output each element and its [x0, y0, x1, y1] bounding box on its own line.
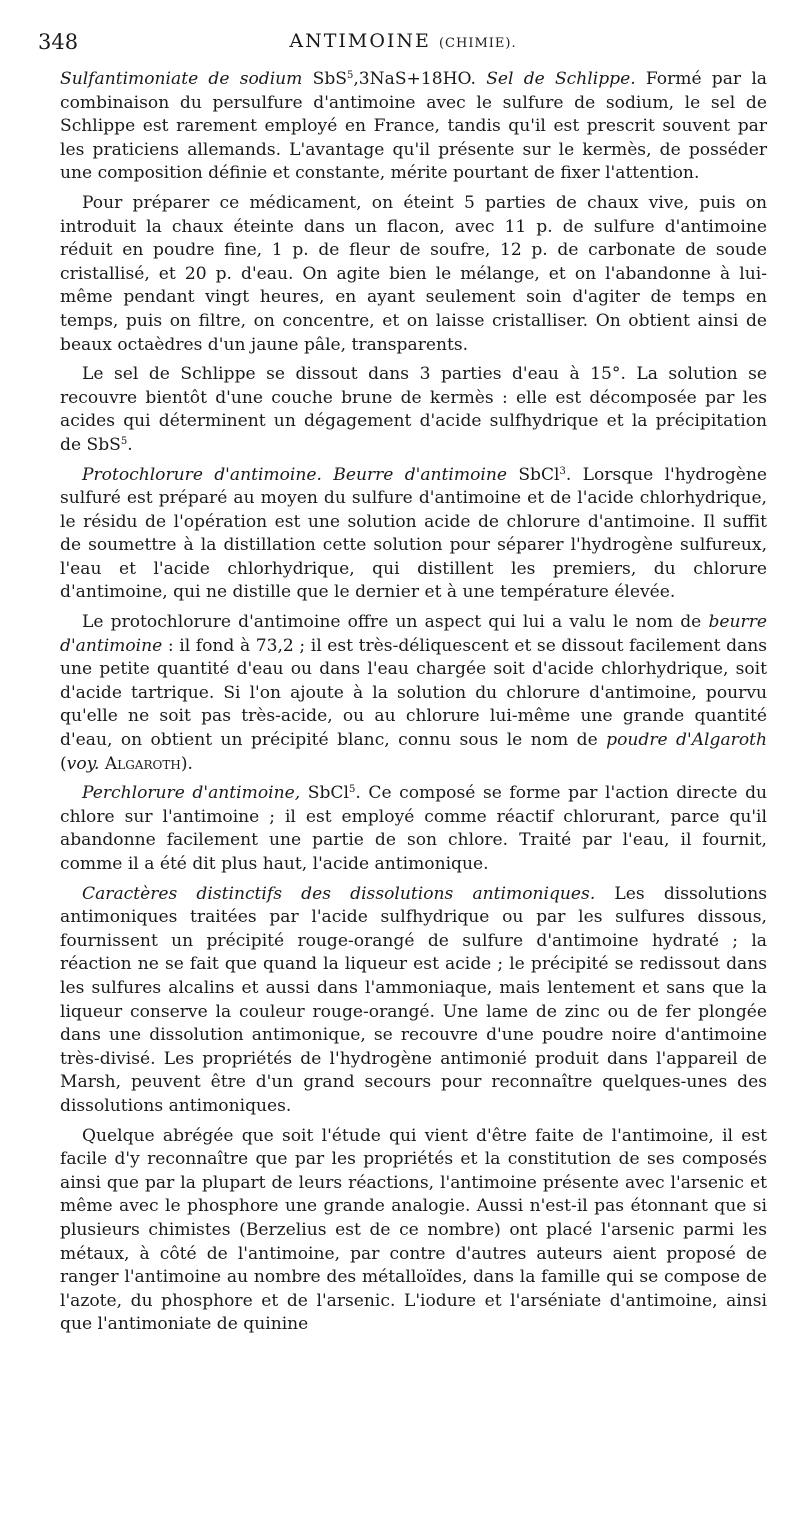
running-head-title: ANTIMOINE — [289, 30, 431, 52]
page-header — [38, 30, 768, 60]
entry-term: Protochlorure d'antimoine. — [82, 464, 322, 485]
cross-reference-label: voy. — [66, 753, 100, 774]
chemical-formula: SbCl$^3$ — [518, 464, 566, 485]
formula-superscript: 5 — [120, 435, 128, 447]
paragraph-text: Quelque abrégée que soit l'étude qui vient d'être faite de l'antimoine, il est facile d'y reconnaître que par les propriétés et la constitution de ses composés ainsi que par la plupart de leurs réactions, l'antimoine présente avec l'arsenic et même avec le phosphore une grande analogie. Aussi n'est-il pas étonnant que si plusieurs chimistes (Berzelius est de ce nombre) ont placé l'arsenic parmi les métaux, à côté de l'antimoine, par contre d'autres auteurs aient proposé de ranger l'antimoine au nombre des métalloïdes, dans la famille qui se compose de l'azote, du phosphore et de l'arsenic. L'iodure et l'arséniate d'antimoine, ainsi que l'antimoniate de quinine — [60, 1125, 767, 1335]
cross-reference: Algaroth — [104, 753, 181, 774]
paragraph-solubility: Le sel de Schlippe se dissout dans 3 parties d'eau à 15°. La solution se recouvre bientôt d'une couche brune de kermès : elle est décomposée par les acides qui déterminent un dégagement d'acide sulfhydrique et la précipitation de SbS$^5$. — [60, 364, 767, 455]
paragraph-text: Pour préparer ce médicament, on éteint 5 parties de chaux vive, puis on introduit la chaux éteinte dans un flacon, avec 11 p. de sulfure d'antimoine réduit en poudre fine, 1 p. de fleur de soufre, 12 p. de carbonate de soude cristallisé, et 20 p. d'eau. On agite bien le mélange, et on l'abandonne à lui-même pendant vingt heures, en ayant seulement soin d'agiter de temps en temps, puis on filtre, on concentre, et on laisse cristalliser. On obtient ainsi de beaux octaèdres d'un jaune pâle, transparents. — [60, 192, 767, 355]
entry-term: Perchlorure d'antimoine, — [82, 783, 301, 804]
document-body — [60, 68, 767, 1343]
paragraph-beurre: Le protochlorure d'antimoine offre un aspect qui lui a valu le nom de beurre d'antimoine : il fond à 73,2 ; il est très-déliquescent et se dissout facilement dans une petite quantité d'eau ou dans l'eau chargée soit d'acide chlorhydrique, soit d'acide tartrique. Si l'on ajoute à la solution du chlorure d'antimoine, pourvu qu'elle ne soit pas très-acide, ou au chlorure lui-même une grande quantité d'eau, on obtient un précipité blanc, connu sous le nom de poudre d'Algaroth (voy. Algaroth). — [60, 612, 767, 774]
page-number: 348 — [38, 30, 79, 54]
paragraph-text: Formé par la combinaison du persulfure d'antimoine avec le sulfure de sodium, le sel de Schlippe est rarement employé en France, tandis qu'il est prescrit souvent par les praticiens allemands. L'avantage qu'il présente sur le kermès, de posséder une composition définie et constante, mérite pourtant de fixer l'attention. — [60, 69, 767, 184]
paragraph-conclusion — [60, 1125, 767, 1337]
chemical-formula: SbCl$^5$ — [307, 783, 356, 804]
paragraph-sulfantimoniate — [60, 68, 767, 186]
paragraph-protochlorure — [60, 464, 767, 606]
entry-term: Caractères distinctifs des dissolutions antimoniques. — [82, 883, 596, 904]
entry-alt-name: Sel de Schlippe. — [486, 69, 636, 89]
entry-alt-name: Beurre d'antimoine — [333, 464, 507, 485]
emphasis: beurre d'antimoine — [60, 612, 767, 656]
chemical-formula: SbS$^5$,3NaS+18HO. — [312, 69, 476, 89]
paragraph-perchlorure — [60, 782, 767, 876]
running-head-subtitle: (CHIMIE). — [438, 36, 517, 51]
paragraph-preparation — [60, 192, 767, 357]
paragraph-text: . Ce composé se forme par l'action directe du chlore sur l'antimoine ; il est employé comme réactif chlorurant, parce qu'il abandonne facilement une partie de son chlore. Traité par l'eau, il fournit, comme il a été dit plus haut, l'acide antimonique. — [60, 783, 768, 874]
emphasis: poudre d'Algaroth — [606, 730, 767, 751]
entry-term: Sulfantimoniate de sodium — [60, 69, 303, 89]
paragraph-text: Les dissolutions antimoniques traitées par l'acide sulfhydrique ou par les sulfures dissous, fournissent un précipité rouge-orangé de sulfure d'antimoine hydraté ; la réaction ne se fait que quand la liqueur est acide ; le précipité se redissout dans les sulfures alcalins et aussi dans l'ammoniaque, mais lentement et sans que la liqueur conserve la couleur rouge-orangé. Une lame de zinc ou de fer plongée dans une dissolution antimonique, se recouvre d'une poudre noire d'antimoine très-divisé. Les propriétés de l'hydrogène antimonié produit dans l'appareil de Marsh, peuvent être d'un grand secours pour reconnaître quelques-unes des dissolutions antimoniques. — [60, 883, 767, 1116]
paragraph-text: . Lorsque l'hydrogène sulfuré est préparé au moyen du sulfure d'antimoine et de l'acide chlorhydrique, le résidu de l'opération est une solution acide de chlorure d'antimoine. Il suffit de soumettre à la distillation cette solution pour séparer l'hydrogène sulfureux, l'eau et l'acide chlorhydrique, qui distillent les premiers, du chlorure d'antimoine, qui ne distille que le dernier et à une température élevée. — [60, 464, 768, 603]
paragraph-text: Le sel de Schlippe se dissout dans 3 parties d'eau à 15°. La solution se recouvre bientôt d'une couche brune de kermès : elle est décomposée par les acides qui déterminent un dégagement d'acide sulfhydrique et la précipitation de SbS — [60, 364, 767, 455]
paragraph-caracteres — [60, 883, 767, 1119]
running-head — [38, 30, 768, 52]
